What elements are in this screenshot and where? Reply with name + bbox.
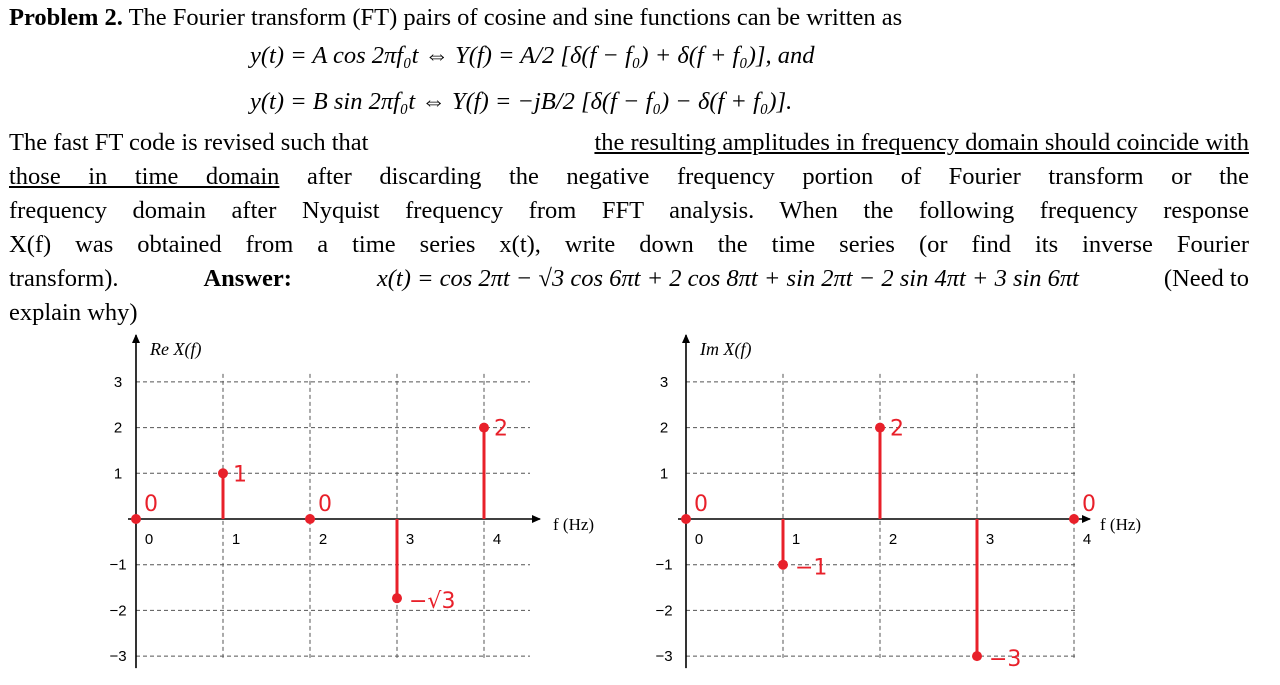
point-annotation: 0 — [144, 492, 158, 517]
x-tick-label: 0 — [144, 531, 154, 548]
x-tick-label: 1 — [791, 531, 801, 548]
paragraph-line-4: X(f) was obtained from a time series x(t), write down the time series (or find its inverse Fourier — [9, 231, 1249, 258]
point-annotation: 0 — [694, 492, 708, 517]
y-tick-label: 3 — [659, 373, 669, 391]
x-tick-label: 1 — [231, 531, 241, 548]
y-tick-label: 3 — [113, 373, 123, 391]
paragraph-line-3: frequency domain after Nyquist frequency from FFT analysis. When the following frequency response — [9, 197, 1249, 224]
re-x-chart — [109, 335, 594, 668]
stem-point — [681, 514, 691, 524]
paragraph-line-6: explain why) — [9, 299, 138, 326]
point-annotation: 1 — [233, 462, 247, 488]
equation-cosine: y(t) = A cos 2πf₀t ⇔ Y(f) = A/2 [δ(f − f₀) + δ(f + f₀)], and — [250, 42, 815, 69]
para-text-2: after discarding the negative frequency portion of Fourier transform or the — [306, 163, 1250, 190]
para-underlined: the resulting amplitudes in frequency domain should coincide with — [594, 129, 1249, 156]
x-tick-label: 4 — [1082, 531, 1092, 548]
stem-point — [392, 593, 402, 603]
point-annotation: 2 — [494, 416, 508, 442]
para-underlined-2: those in time domain — [9, 163, 280, 190]
im-x-chart — [655, 335, 1141, 672]
stem-point — [305, 514, 315, 524]
y-tick-label: 2 — [659, 419, 669, 437]
stem-point — [1069, 514, 1079, 524]
x-tick-label: 2 — [888, 531, 898, 548]
y-axis-label: Im X(f) — [700, 339, 752, 359]
point-annotation: −3 — [989, 647, 1022, 673]
equation-sine: y(t) = B sin 2πf₀t ⇔ Y(f) = −jB/2 [δ(f − f₀) − δ(f + f₀)]. — [250, 88, 793, 115]
point-annotation: 2 — [890, 416, 904, 442]
answer-expression: x(t) = cos 2πt − √3 cos 6πt + 2 cos 8πt + sin 2πt − 2 sin 4πt + 3 sin 6πt — [376, 265, 1079, 292]
problem-intro: The Fourier transform (FT) pairs of cosine and sine functions can be written as — [128, 4, 903, 31]
x-axis-label: f (Hz) — [553, 515, 595, 534]
point-annotation: −1 — [795, 555, 828, 581]
y-tick-label: −2 — [655, 602, 673, 620]
x-tick-label: 3 — [985, 531, 995, 548]
x-tick-label: 3 — [405, 531, 415, 548]
y-tick-label: 1 — [113, 465, 123, 483]
para-text: The fast FT code is revised such that — [9, 129, 369, 156]
stem-point — [479, 423, 489, 433]
point-annotation: 0 — [1082, 492, 1096, 517]
y-tick-label: 2 — [113, 419, 123, 437]
para-need: (Need to — [1163, 265, 1249, 292]
x-tick-label: 2 — [318, 531, 328, 548]
y-tick-label: −3 — [655, 648, 673, 666]
stem-point — [972, 651, 982, 661]
y-axis-label: Re X(f) — [150, 339, 202, 359]
y-tick-label: 1 — [659, 465, 669, 483]
answer-label: Answer: — [203, 265, 292, 292]
y-tick-label: −1 — [655, 556, 673, 574]
x-tick-label: 0 — [694, 531, 704, 548]
y-tick-label: −3 — [109, 648, 127, 666]
point-annotation: 0 — [318, 492, 332, 517]
x-tick-label: 4 — [492, 531, 502, 548]
problem-heading: Problem 2. — [9, 4, 123, 31]
y-tick-label: −1 — [109, 556, 127, 574]
stem-point — [778, 560, 788, 570]
y-tick-label: −2 — [109, 602, 127, 620]
point-annotation: −√3 — [409, 589, 456, 615]
para-text-5: transform). — [9, 265, 119, 292]
x-axis-label: f (Hz) — [1100, 515, 1142, 534]
stem-point — [218, 468, 228, 478]
stem-point — [131, 514, 141, 524]
stem-point — [875, 423, 885, 433]
